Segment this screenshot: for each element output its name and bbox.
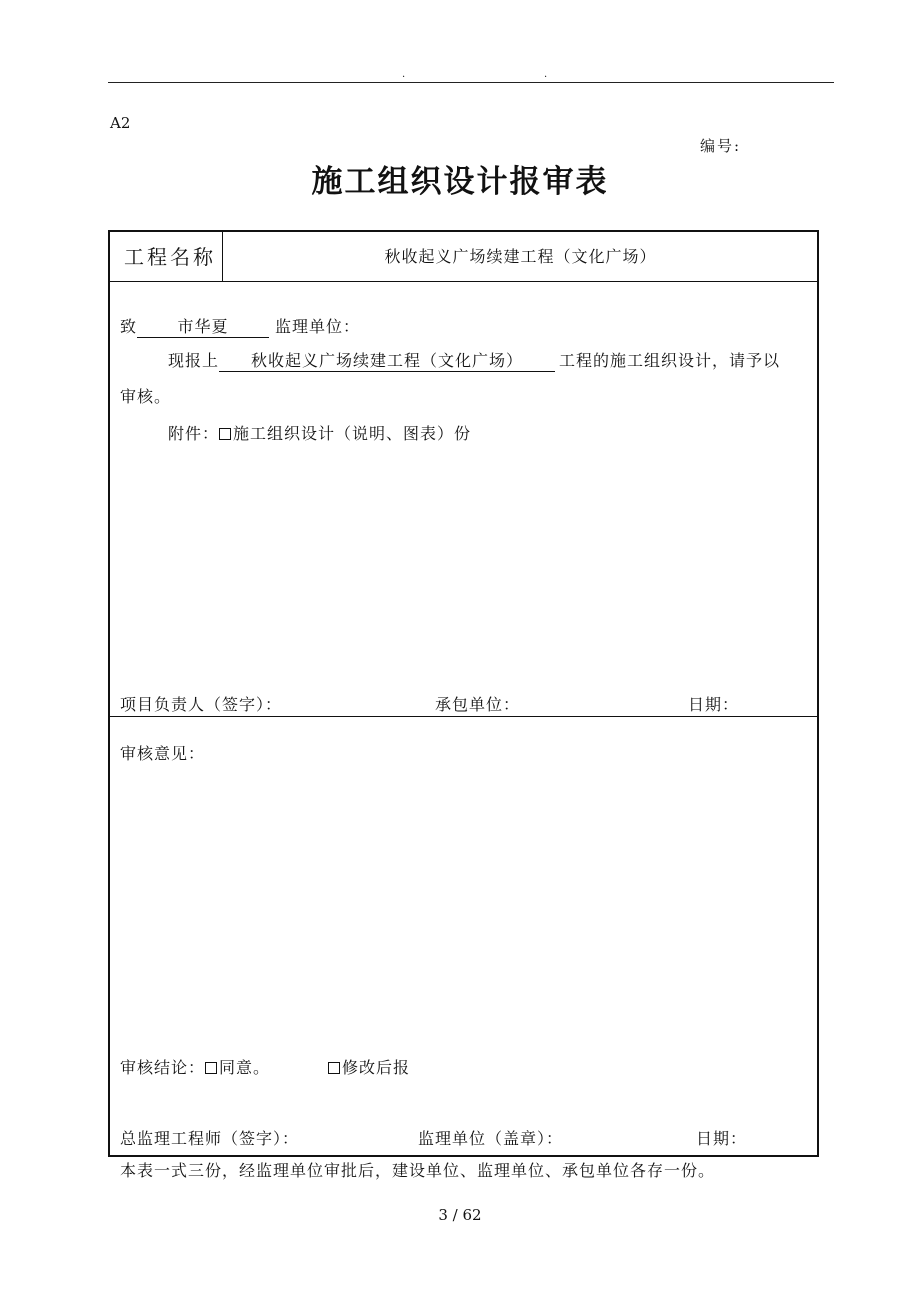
attachment-line — [168, 423, 471, 445]
submission-suffix: 工程的施工组织设计，请予以 — [559, 351, 781, 370]
project-name-value: 秋收起义广场续建工程（文化广场） — [384, 247, 657, 266]
addressee-suffix: 监理单位： — [275, 317, 361, 336]
contractor-label: 承包单位： — [435, 695, 521, 714]
page-title: 施工组织设计报审表 — [311, 164, 609, 200]
addressee-line — [120, 316, 360, 338]
attachment-prefix: 附件： — [168, 424, 220, 443]
serial-number-label: 编号: — [700, 137, 742, 155]
project-name-label: 工程名称 — [124, 245, 216, 269]
review-form-table — [108, 230, 819, 1157]
addressee-name: 市华夏 — [137, 317, 269, 338]
submission-prefix: 现报上 — [168, 351, 220, 370]
submission-project-name: 秋收起义广场续建工程（文化广场） — [219, 351, 555, 372]
distribution-note: 本表一式三份，经监理单位审批后，建设单位、监理单位、承包单位各存一份。 — [120, 1161, 716, 1180]
agree-checkbox[interactable] — [205, 1062, 217, 1074]
agree-option: 同意。 — [219, 1058, 271, 1077]
review-date-label: 日期： — [696, 1129, 748, 1148]
chief-engineer-signature-label: 总监理工程师（签字）： — [120, 1129, 300, 1148]
submission-date-label: 日期： — [688, 695, 740, 714]
submission-statement-continued: 审核。 — [120, 387, 172, 406]
row-divider-submission — [110, 716, 817, 717]
project-manager-signature-label: 项目负责人（签字）： — [120, 695, 283, 714]
header-rule — [108, 82, 834, 83]
attachment-checkbox[interactable] — [219, 428, 231, 440]
attachment-text: 施工组织设计（说明、图表）份 — [233, 424, 472, 443]
header-mark-right: . — [544, 69, 548, 80]
form-code: A2 — [110, 114, 131, 132]
addressee-prefix: 致 — [120, 317, 138, 336]
review-conclusion-line — [120, 1057, 410, 1079]
page-number: 3 / 62 — [438, 1206, 482, 1224]
revise-option: 修改后报 — [342, 1058, 411, 1077]
supervision-unit-seal-label: 监理单位（盖章）： — [418, 1129, 564, 1148]
review-conclusion-label: 审核结论： — [120, 1058, 206, 1077]
row-divider-project — [110, 281, 817, 282]
submission-statement — [168, 350, 780, 372]
revise-checkbox[interactable] — [328, 1062, 340, 1074]
header-mark-left: . — [402, 69, 406, 80]
review-opinion-label: 审核意见： — [120, 744, 206, 763]
